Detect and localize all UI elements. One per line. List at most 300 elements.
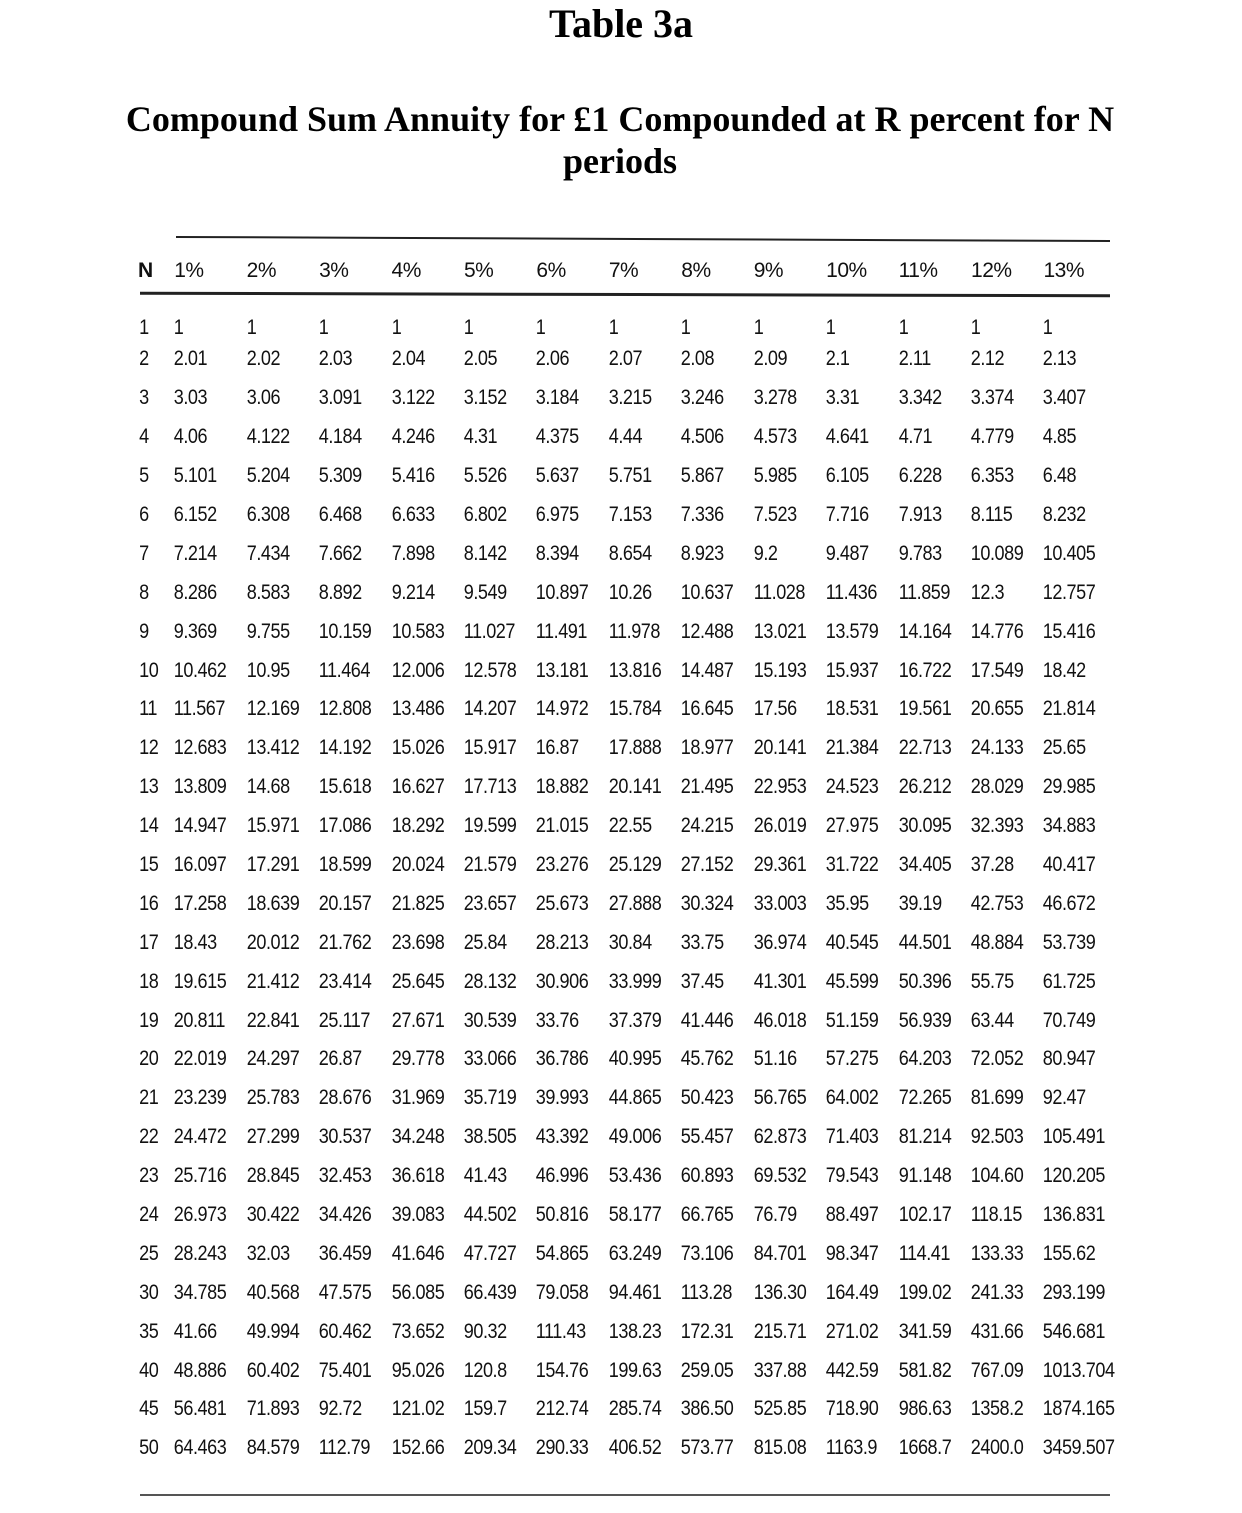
value-cell: 5.204 <box>246 464 290 488</box>
value-cell: 9.487 <box>825 541 869 565</box>
value-cell: 104.60 <box>970 1164 1024 1188</box>
value-cell: 241.33 <box>970 1280 1024 1304</box>
value-cell: 1 <box>391 316 401 339</box>
value-cell: 1 <box>970 316 981 339</box>
period-cell: 7 <box>139 541 149 565</box>
table-row <box>134 1196 1114 1235</box>
value-cell: 72.052 <box>970 1047 1024 1071</box>
value-cell: 17.549 <box>970 658 1024 682</box>
value-cell: 4.573 <box>753 425 797 449</box>
table-row <box>134 1234 1114 1273</box>
value-cell: 1 <box>681 316 691 339</box>
period-cell: 50 <box>139 1436 159 1460</box>
value-cell: 3.03 <box>173 386 208 410</box>
value-cell: 36.459 <box>318 1241 372 1265</box>
value-cell: 4.779 <box>970 425 1014 449</box>
period-cell: 13 <box>139 775 159 799</box>
value-cell: 1 <box>608 316 619 339</box>
value-cell: 41.646 <box>391 1241 444 1265</box>
value-cell: 35.95 <box>825 891 869 915</box>
value-cell: 73.652 <box>391 1319 444 1343</box>
value-cell: 23.698 <box>391 930 444 954</box>
value-cell: 16.097 <box>173 853 227 877</box>
value-cell: 29.985 <box>1043 775 1096 799</box>
value-cell: 12.683 <box>173 736 227 760</box>
value-cell: 60.402 <box>246 1358 300 1382</box>
table-row <box>134 573 1114 612</box>
table-row <box>134 457 1114 496</box>
table-row <box>134 1040 1114 1079</box>
value-cell: 25.117 <box>318 1008 371 1032</box>
value-cell: 4.184 <box>318 425 362 449</box>
value-cell: 1 <box>825 316 836 339</box>
value-cell: 62.873 <box>753 1125 807 1149</box>
value-cell: 43.392 <box>536 1125 589 1149</box>
column-header-rate: 13% <box>1043 259 1084 282</box>
value-cell: 25.783 <box>246 1086 300 1110</box>
value-cell: 1 <box>246 316 256 339</box>
value-cell: 341.59 <box>898 1319 951 1343</box>
value-cell: 259.05 <box>681 1358 734 1382</box>
value-cell: 581.82 <box>898 1358 951 1382</box>
value-cell: 47.575 <box>318 1280 372 1304</box>
value-cell: 40.995 <box>608 1047 662 1071</box>
value-cell: 2.09 <box>753 347 787 371</box>
value-cell: 17.291 <box>246 853 300 877</box>
value-cell: 25.716 <box>173 1164 227 1188</box>
value-cell: 11.464 <box>318 658 371 682</box>
value-cell: 3.246 <box>681 386 725 410</box>
table-row <box>134 1312 1114 1351</box>
value-cell: 2.01 <box>173 347 208 371</box>
value-cell: 1 <box>898 316 908 339</box>
value-cell: 23.239 <box>173 1086 227 1110</box>
value-cell: 5.416 <box>391 464 435 488</box>
value-cell: 22.55 <box>608 814 652 838</box>
value-cell: 26.87 <box>318 1047 362 1071</box>
value-cell: 6.633 <box>391 503 435 526</box>
period-cell: 14 <box>139 814 159 838</box>
value-cell: 92.503 <box>970 1125 1024 1149</box>
period-cell: 40 <box>139 1358 159 1382</box>
value-cell: 24.472 <box>173 1125 227 1149</box>
value-cell: 7.434 <box>246 541 290 565</box>
value-cell: 28.243 <box>173 1241 227 1265</box>
value-cell: 28.845 <box>246 1164 300 1188</box>
value-cell: 17.258 <box>173 891 227 915</box>
value-cell: 63.249 <box>608 1241 662 1265</box>
value-cell: 24.133 <box>970 736 1024 760</box>
value-cell: 75.401 <box>318 1358 372 1382</box>
value-cell: 20.141 <box>608 775 662 799</box>
period-cell: 9 <box>139 619 149 643</box>
value-cell: 37.45 <box>681 969 725 993</box>
value-cell: 209.34 <box>463 1436 517 1460</box>
value-cell: 431.66 <box>970 1319 1024 1343</box>
value-cell: 19.615 <box>173 969 227 993</box>
value-cell: 69.532 <box>753 1164 807 1188</box>
table-row <box>134 1351 1114 1390</box>
value-cell: 14.164 <box>898 619 951 643</box>
value-cell: 8.583 <box>246 580 290 604</box>
value-cell: 112.79 <box>318 1436 371 1460</box>
table-body <box>134 294 1114 1468</box>
period-cell: 20 <box>139 1047 159 1071</box>
value-cell: 3.374 <box>970 386 1014 410</box>
value-cell: 92.72 <box>318 1397 362 1421</box>
value-cell: 25.673 <box>536 891 589 915</box>
value-cell: 8.654 <box>608 541 652 565</box>
value-cell: 90.32 <box>463 1319 507 1343</box>
value-cell: 4.06 <box>173 425 208 449</box>
value-cell: 21.579 <box>463 853 517 877</box>
value-cell: 25.65 <box>1043 736 1087 760</box>
value-cell: 21.412 <box>246 969 300 993</box>
value-cell: 80.947 <box>1043 1047 1096 1071</box>
value-cell: 215.71 <box>753 1319 807 1343</box>
column-header-rate: 6% <box>536 259 566 282</box>
value-cell: 3.152 <box>463 386 507 410</box>
period-cell: 18 <box>139 969 159 993</box>
value-cell: 30.537 <box>318 1125 372 1149</box>
value-cell: 337.88 <box>753 1358 807 1382</box>
value-cell: 133.33 <box>970 1241 1024 1265</box>
value-cell: 41.446 <box>681 1008 734 1032</box>
period-cell: 10 <box>139 658 159 682</box>
value-cell: 573.77 <box>681 1436 734 1460</box>
table-row <box>134 1079 1114 1118</box>
table-row <box>134 923 1114 962</box>
header-row <box>134 248 1114 294</box>
value-cell: 2.06 <box>536 347 570 371</box>
period-cell: 6 <box>139 503 149 526</box>
value-cell: 2.13 <box>1043 347 1077 371</box>
value-cell: 3.06 <box>246 386 280 410</box>
value-cell: 18.43 <box>173 930 217 954</box>
value-cell: 42.753 <box>970 891 1024 915</box>
value-cell: 1 <box>753 316 764 339</box>
value-cell: 44.865 <box>608 1086 662 1110</box>
value-cell: 40.568 <box>246 1280 300 1304</box>
value-cell: 98.347 <box>825 1241 879 1265</box>
value-cell: 12.488 <box>681 619 734 643</box>
value-cell: 10.26 <box>608 580 652 604</box>
value-cell: 1668.7 <box>898 1436 951 1460</box>
value-cell: 2400.0 <box>970 1436 1024 1460</box>
value-cell: 56.765 <box>753 1086 807 1110</box>
value-cell: 31.969 <box>391 1086 444 1110</box>
value-cell: 23.276 <box>536 853 589 877</box>
value-cell: 118.15 <box>970 1203 1023 1227</box>
value-cell: 31.722 <box>825 853 879 877</box>
value-cell: 14.207 <box>463 697 517 721</box>
period-cell: 5 <box>139 464 149 488</box>
value-cell: 14.68 <box>246 775 290 799</box>
value-cell: 33.066 <box>463 1047 517 1071</box>
value-cell: 57.275 <box>825 1047 879 1071</box>
value-cell: 33.999 <box>608 969 662 993</box>
value-cell: 32.453 <box>318 1164 372 1188</box>
column-header-rate: 2% <box>246 259 277 282</box>
value-cell: 13.486 <box>391 697 444 721</box>
value-cell: 15.618 <box>318 775 372 799</box>
value-cell: 34.248 <box>391 1125 444 1149</box>
value-cell: 9.214 <box>391 580 435 604</box>
value-cell: 23.414 <box>318 969 372 993</box>
value-cell: 18.531 <box>825 697 879 721</box>
value-cell: 12.006 <box>391 658 444 682</box>
value-cell: 8.142 <box>463 541 507 565</box>
value-cell: 159.7 <box>463 1397 507 1421</box>
table-row <box>134 379 1114 418</box>
column-header-rate: 8% <box>681 259 711 282</box>
value-cell: 7.716 <box>825 503 869 526</box>
value-cell: 15.416 <box>1043 619 1096 643</box>
value-cell: 5.101 <box>173 464 217 488</box>
value-cell: 1 <box>536 316 546 339</box>
value-cell: 1 <box>173 316 184 339</box>
value-cell: 30.84 <box>608 930 652 954</box>
value-cell: 28.132 <box>463 969 517 993</box>
value-cell: 10.637 <box>681 580 734 604</box>
value-cell: 172.31 <box>681 1319 734 1343</box>
value-cell: 39.993 <box>536 1086 589 1110</box>
table-row <box>134 1118 1114 1157</box>
value-cell: 17.086 <box>318 814 372 838</box>
period-cell: 17 <box>139 930 159 954</box>
period-cell: 15 <box>139 853 159 877</box>
value-cell: 4.375 <box>536 425 580 449</box>
value-cell: 30.422 <box>246 1203 300 1227</box>
value-cell: 70.749 <box>1043 1008 1096 1032</box>
value-cell: 4.246 <box>391 425 435 449</box>
value-cell: 21.762 <box>318 930 372 954</box>
table-row <box>134 1429 1114 1468</box>
value-cell: 8.286 <box>173 580 217 604</box>
value-cell: 2.11 <box>898 347 931 371</box>
value-cell: 81.699 <box>970 1086 1024 1110</box>
value-cell: 154.76 <box>536 1358 589 1382</box>
value-cell: 20.012 <box>246 930 300 954</box>
value-cell: 14.776 <box>970 619 1024 643</box>
value-cell: 63.44 <box>970 1008 1014 1032</box>
value-cell: 29.778 <box>391 1047 444 1071</box>
value-cell: 21.495 <box>681 775 734 799</box>
value-cell: 14.487 <box>681 658 734 682</box>
period-cell: 19 <box>139 1008 159 1032</box>
value-cell: 27.888 <box>608 891 662 915</box>
value-cell: 10.583 <box>391 619 444 643</box>
value-cell: 41.43 <box>463 1164 507 1188</box>
value-cell: 17.713 <box>463 775 517 799</box>
table-row <box>134 1157 1114 1196</box>
value-cell: 3.407 <box>1043 386 1087 410</box>
value-cell: 1874.165 <box>1043 1397 1116 1421</box>
column-header-rate: 9% <box>753 259 784 282</box>
value-cell: 7.523 <box>753 503 797 526</box>
table-subtitle: Compound Sum Annuity for £1 Compounded at R percent for N periods <box>125 99 1115 181</box>
value-cell: 21.015 <box>536 814 589 838</box>
value-cell: 49.006 <box>608 1125 662 1149</box>
value-cell: 66.765 <box>681 1203 734 1227</box>
value-cell: 7.662 <box>318 541 362 565</box>
value-cell: 290.33 <box>536 1436 589 1460</box>
value-cell: 17.56 <box>753 697 797 721</box>
column-header-rate: 12% <box>971 259 1012 282</box>
value-cell: 18.882 <box>536 775 589 799</box>
value-cell: 88.497 <box>825 1203 879 1227</box>
value-cell: 23.657 <box>463 891 517 915</box>
value-cell: 30.539 <box>463 1008 517 1032</box>
value-cell: 293.199 <box>1043 1280 1106 1304</box>
value-cell: 12.3 <box>970 580 1005 604</box>
value-cell: 27.975 <box>825 814 879 838</box>
value-cell: 53.436 <box>608 1164 662 1188</box>
value-cell: 53.739 <box>1043 930 1096 954</box>
period-cell: 30 <box>139 1280 159 1304</box>
value-cell: 8.232 <box>1043 503 1087 526</box>
value-cell: 3.278 <box>753 386 797 410</box>
table-row <box>134 340 1114 379</box>
value-cell: 18.292 <box>391 814 444 838</box>
table-row <box>134 1273 1114 1312</box>
value-cell: 46.672 <box>1043 891 1096 915</box>
value-cell: 22.019 <box>173 1047 227 1071</box>
value-cell: 50.423 <box>681 1086 734 1110</box>
value-cell: 11.436 <box>825 580 878 604</box>
value-cell: 6.105 <box>825 464 869 488</box>
value-cell: 136.30 <box>753 1280 807 1304</box>
value-cell: 10.462 <box>173 658 227 682</box>
value-cell: 66.439 <box>463 1280 517 1304</box>
value-cell: 50.816 <box>536 1203 589 1227</box>
table-row <box>134 612 1114 651</box>
value-cell: 41.66 <box>173 1319 217 1343</box>
value-cell: 56.481 <box>173 1397 227 1421</box>
value-cell: 1163.9 <box>825 1436 878 1460</box>
value-cell: 48.886 <box>173 1358 227 1382</box>
value-cell: 13.412 <box>246 736 300 760</box>
value-cell: 8.923 <box>681 541 725 565</box>
value-cell: 285.74 <box>608 1397 662 1421</box>
value-cell: 114.41 <box>898 1241 950 1265</box>
value-cell: 49.994 <box>246 1319 300 1343</box>
value-cell: 48.884 <box>970 930 1024 954</box>
value-cell: 14.192 <box>318 736 372 760</box>
value-cell: 199.02 <box>898 1280 951 1304</box>
value-cell: 16.722 <box>898 658 951 682</box>
page-title: Table 3a <box>548 1 694 46</box>
value-cell: 44.502 <box>463 1203 517 1227</box>
value-cell: 27.671 <box>391 1008 444 1032</box>
value-cell: 6.152 <box>173 503 217 526</box>
value-cell: 71.893 <box>246 1397 300 1421</box>
period-cell: 8 <box>139 580 149 604</box>
value-cell: 36.786 <box>536 1047 589 1071</box>
table-row <box>134 1390 1114 1429</box>
value-cell: 3459.507 <box>1043 1436 1116 1460</box>
value-cell: 50.396 <box>898 969 951 993</box>
table-row <box>134 729 1114 768</box>
value-cell: 212.74 <box>536 1397 589 1421</box>
value-cell: 55.457 <box>681 1125 734 1149</box>
value-cell: 10.95 <box>246 658 290 682</box>
table-row <box>134 846 1114 885</box>
value-cell: 11.491 <box>536 619 588 643</box>
value-cell: 1 <box>463 316 474 339</box>
value-cell: 26.212 <box>898 775 951 799</box>
value-cell: 40.545 <box>825 930 879 954</box>
value-cell: 3.184 <box>536 386 580 410</box>
value-cell: 14.972 <box>536 697 589 721</box>
value-cell: 58.177 <box>608 1203 662 1227</box>
value-cell: 12.808 <box>318 697 372 721</box>
value-cell: 152.66 <box>391 1436 444 1460</box>
value-cell: 4.122 <box>246 425 290 449</box>
value-cell: 84.701 <box>753 1241 807 1265</box>
value-cell: 8.892 <box>318 580 362 604</box>
value-cell: 8.115 <box>970 503 1013 526</box>
value-cell: 56.085 <box>391 1280 444 1304</box>
value-cell: 51.159 <box>825 1008 879 1032</box>
value-cell: 121.02 <box>391 1397 444 1421</box>
value-cell: 12.578 <box>463 658 517 682</box>
period-cell: 25 <box>139 1241 159 1265</box>
value-cell: 46.018 <box>753 1008 807 1032</box>
value-cell: 37.379 <box>608 1008 662 1032</box>
value-cell: 6.353 <box>970 464 1014 488</box>
value-cell: 32.03 <box>246 1241 290 1265</box>
value-cell: 21.825 <box>391 891 444 915</box>
value-cell: 16.87 <box>536 736 580 760</box>
period-cell: 23 <box>139 1164 159 1188</box>
value-cell: 27.152 <box>681 853 734 877</box>
table-row <box>134 690 1114 729</box>
value-cell: 84.579 <box>246 1436 300 1460</box>
value-cell: 24.523 <box>825 775 879 799</box>
value-cell: 34.426 <box>318 1203 372 1227</box>
value-cell: 3.091 <box>318 386 362 410</box>
value-cell: 28.213 <box>536 930 589 954</box>
value-cell: 2.1 <box>825 347 850 371</box>
value-cell: 102.17 <box>898 1203 951 1227</box>
value-cell: 36.618 <box>391 1164 444 1188</box>
value-cell: 2.04 <box>391 347 425 371</box>
value-cell: 406.52 <box>608 1436 662 1460</box>
column-header-n: N <box>138 259 153 282</box>
value-cell: 47.727 <box>463 1241 517 1265</box>
value-cell: 79.058 <box>536 1280 589 1304</box>
value-cell: 25.84 <box>463 930 507 954</box>
value-cell: 6.308 <box>246 503 290 526</box>
table-row <box>134 807 1114 846</box>
period-cell: 22 <box>139 1125 159 1149</box>
value-cell: 113.28 <box>681 1280 733 1304</box>
annuity-table <box>134 248 1114 1468</box>
value-cell: 64.203 <box>898 1047 951 1071</box>
value-cell: 29.361 <box>753 853 807 877</box>
value-cell: 16.645 <box>681 697 734 721</box>
value-cell: 986.63 <box>898 1397 951 1421</box>
value-cell: 136.831 <box>1043 1203 1106 1227</box>
table-row <box>134 496 1114 535</box>
value-cell: 28.676 <box>318 1086 372 1110</box>
period-cell: 4 <box>139 425 149 449</box>
value-cell: 4.31 <box>463 425 498 449</box>
value-cell: 26.019 <box>753 814 807 838</box>
value-cell: 442.59 <box>825 1358 879 1382</box>
period-cell: 12 <box>139 736 159 760</box>
